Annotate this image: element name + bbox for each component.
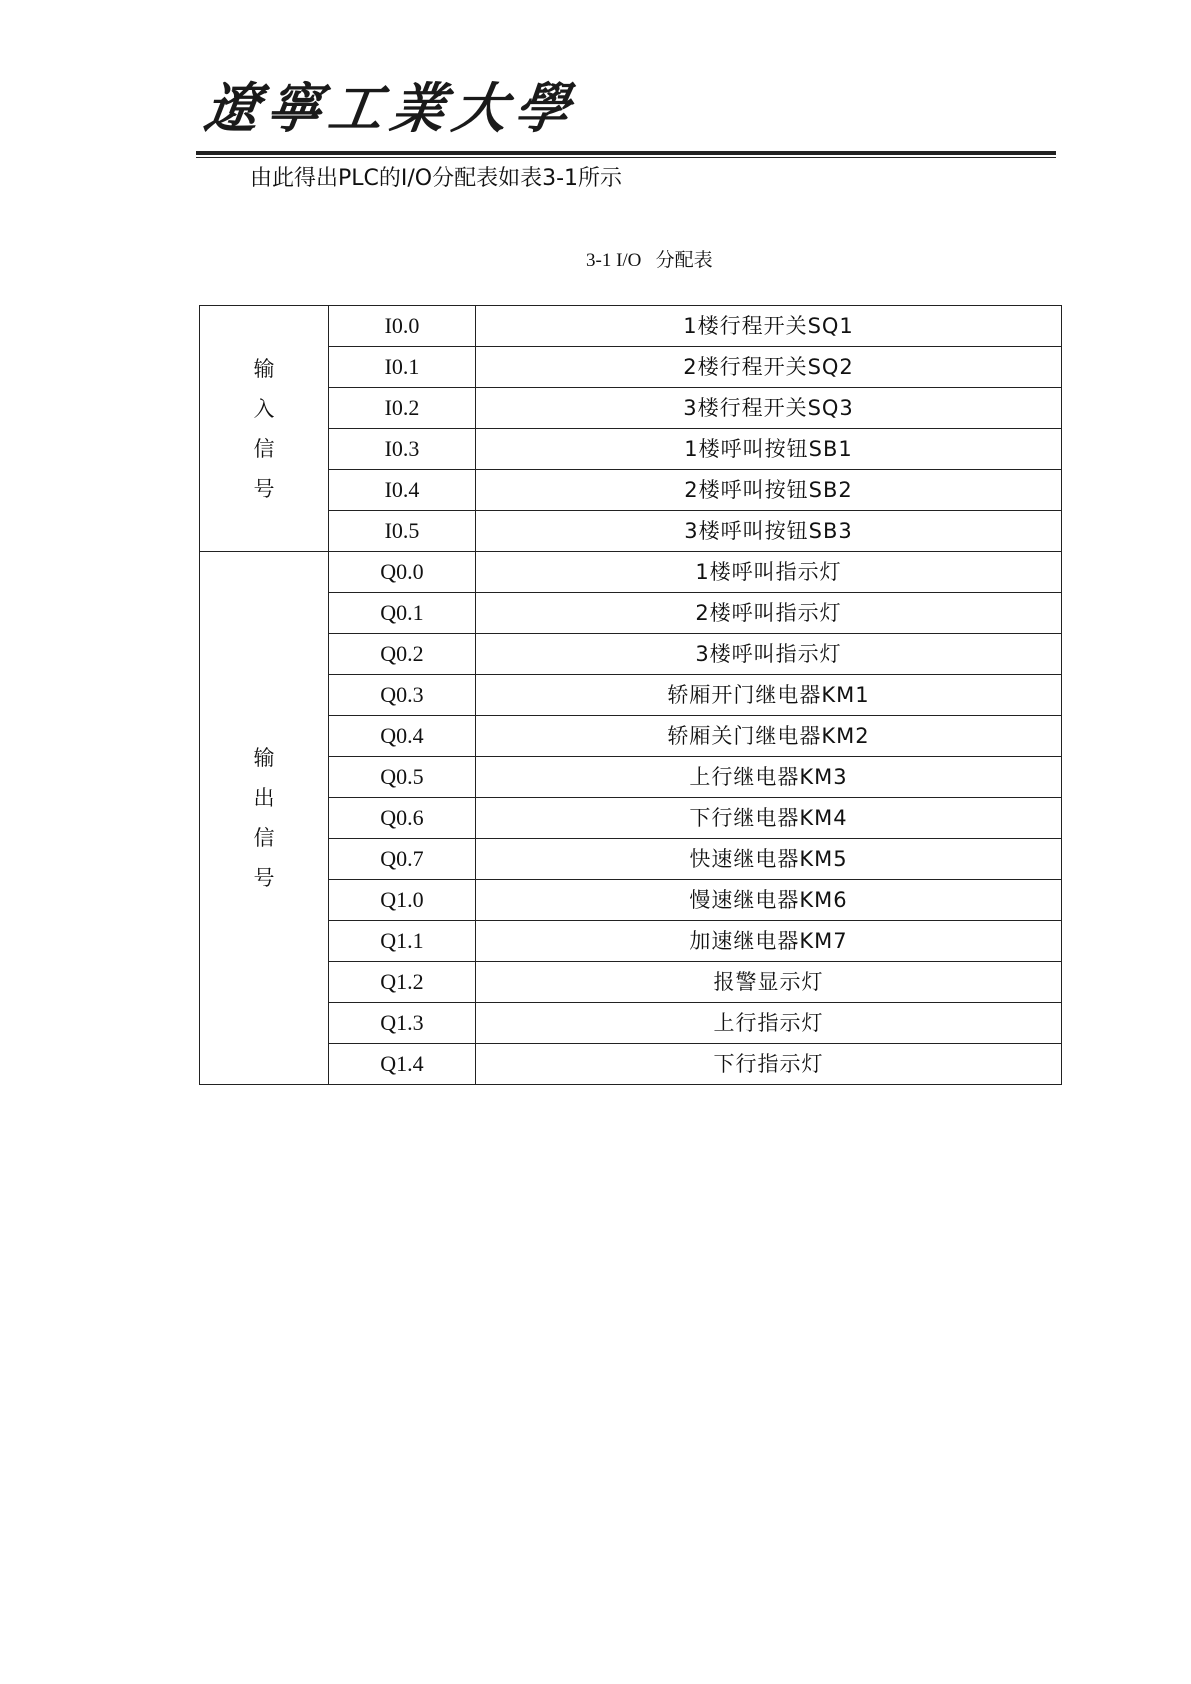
- io-description-cell: 1楼呼叫按钮SB1: [476, 429, 1062, 470]
- table-row: [200, 962, 1062, 1003]
- io-description-cell: 加速继电器KM7: [476, 921, 1062, 962]
- table-row: [200, 798, 1062, 839]
- io-description-cell: 3楼呼叫按钮SB3: [476, 511, 1062, 552]
- io-description-cell: 3楼呼叫指示灯: [476, 634, 1062, 675]
- io-address-cell: Q1.2: [329, 962, 476, 1003]
- io-description-cell: 下行继电器KM4: [476, 798, 1062, 839]
- io-description-cell: 2楼行程开关SQ2: [476, 347, 1062, 388]
- io-address-cell: Q0.6: [329, 798, 476, 839]
- io-description-cell: 上行继电器KM3: [476, 757, 1062, 798]
- io-address-cell: I0.5: [329, 511, 476, 552]
- io-description-cell: 3楼行程开关SQ3: [476, 388, 1062, 429]
- table-row: [200, 1003, 1062, 1044]
- table-row: [200, 593, 1062, 634]
- table-row: [200, 511, 1062, 552]
- io-description-cell: 轿厢关门继电器KM2: [476, 716, 1062, 757]
- table-row: [200, 1044, 1062, 1085]
- io-address-cell: Q0.1: [329, 593, 476, 634]
- io-address-cell: Q0.4: [329, 716, 476, 757]
- table-row: [200, 552, 1062, 593]
- io-description-cell: 上行指示灯: [476, 1003, 1062, 1044]
- table-row: [200, 675, 1062, 716]
- io-address-cell: Q1.0: [329, 880, 476, 921]
- university-logo: 遼寧工業大學: [200, 76, 582, 140]
- io-description-cell: 2楼呼叫按钮SB2: [476, 470, 1062, 511]
- io-address-cell: Q1.3: [329, 1003, 476, 1044]
- io-address-cell: Q0.0: [329, 552, 476, 593]
- table-row: [200, 716, 1062, 757]
- io-address-cell: Q0.5: [329, 757, 476, 798]
- io-description-cell: 1楼呼叫指示灯: [476, 552, 1062, 593]
- io-address-cell: Q0.3: [329, 675, 476, 716]
- header-rule-thin: [196, 157, 1056, 158]
- io-address-cell: Q0.2: [329, 634, 476, 675]
- table-row: [200, 921, 1062, 962]
- io-address-cell: Q0.7: [329, 839, 476, 880]
- table-row: [200, 634, 1062, 675]
- table-row: [200, 470, 1062, 511]
- table-row: [200, 757, 1062, 798]
- io-table-body: [200, 306, 1062, 1085]
- group-label-text: 输出信号: [253, 746, 275, 890]
- output-signal-group-label: [200, 552, 329, 1085]
- table-row: [200, 880, 1062, 921]
- io-description-cell: 下行指示灯: [476, 1044, 1062, 1085]
- io-address-cell: I0.0: [329, 306, 476, 347]
- io-address-cell: I0.1: [329, 347, 476, 388]
- header-rule-thick: [196, 151, 1056, 155]
- io-address-cell: I0.3: [329, 429, 476, 470]
- io-address-cell: Q1.4: [329, 1044, 476, 1085]
- io-description-cell: 慢速继电器KM6: [476, 880, 1062, 921]
- io-description-cell: 2楼呼叫指示灯: [476, 593, 1062, 634]
- table-row: [200, 429, 1062, 470]
- io-description-cell: 1楼行程开关SQ1: [476, 306, 1062, 347]
- table-row: [200, 347, 1062, 388]
- io-address-cell: I0.4: [329, 470, 476, 511]
- io-allocation-table: [199, 305, 1062, 1085]
- table-row: [200, 839, 1062, 880]
- table-row: [200, 388, 1062, 429]
- input-signal-group-label: [200, 306, 329, 552]
- io-address-cell: I0.2: [329, 388, 476, 429]
- io-description-cell: 轿厢开门继电器KM1: [476, 675, 1062, 716]
- table-row: [200, 306, 1062, 347]
- io-description-cell: 快速继电器KM5: [476, 839, 1062, 880]
- io-address-cell: Q1.1: [329, 921, 476, 962]
- table-caption: 3-1 I/O 分配表: [586, 250, 713, 271]
- intro-paragraph: 由此得出PLC的I/O分配表如表3-1所示: [250, 166, 623, 191]
- group-label-text: 输入信号: [253, 356, 275, 501]
- io-description-cell: 报警显示灯: [476, 962, 1062, 1003]
